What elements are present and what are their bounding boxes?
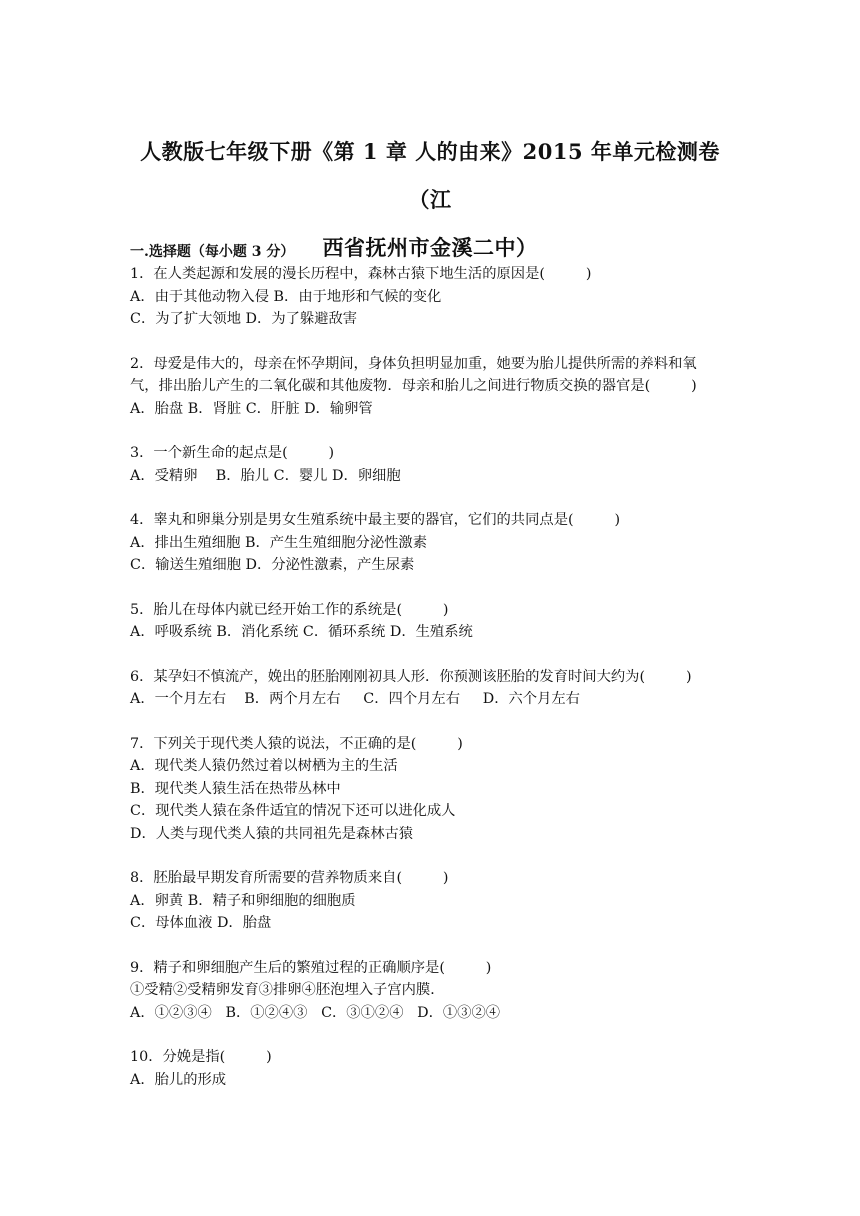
question-option: D．人类与现代类人猿的共同祖先是森林古猿 xyxy=(130,825,414,842)
question-option: A．呼吸系统 B．消化系统 C．循环系统 D．生殖系统 xyxy=(130,624,473,640)
question-stem: 1．在人类起源和发展的漫长历程中，森林古猿下地生活的原因是( ) xyxy=(130,266,592,282)
question-stem: 2．母爱是伟大的，母亲在怀孕期间，身体负担明显加重，她要为胎儿提供所需的养料和氧 xyxy=(130,355,697,372)
title-line-2: 西省抚州市金溪二中） xyxy=(322,235,538,260)
title-line-1: 人教版七年级下册《第 1 章 人的由来》2015 年单元检测卷（江 xyxy=(140,139,720,212)
question-option: A．受精卵 B．胎儿 C．婴儿 D．卵细胞 xyxy=(130,467,401,484)
question-stem: 7．下列关于现代类人猿的说法，不正确的是( ) xyxy=(130,735,463,752)
question-6 xyxy=(130,666,745,711)
question-9 xyxy=(130,957,745,1025)
question-4 xyxy=(130,509,745,577)
question-stem: 5．胎儿在母体内就已经开始工作的系统是( ) xyxy=(130,601,449,618)
question-7 xyxy=(130,733,745,846)
question-option: C．为了扩大领地 D．为了躲避敌害 xyxy=(130,311,358,327)
question-stem: 4．睾丸和卵巢分别是男女生殖系统中最主要的器官，它们的共同点是( ) xyxy=(130,512,621,528)
question-stem: 6．某孕妇不慎流产，娩出的胚胎刚刚初具人形．你预测该胚胎的发育时间大约为( ) xyxy=(130,668,692,685)
question-option: A．一个月左右 B．两个月左右 C．四个月左右 D．六个月左右 xyxy=(130,691,580,707)
section-heading: 一.选择题（每小题 3 分） xyxy=(130,244,295,260)
question-option: C．输送生殖细胞 D．分泌性激素，产生尿素 xyxy=(130,557,415,573)
question-option: A．排出生殖细胞 B．产生生殖细胞分泌性激素 xyxy=(130,534,428,551)
question-8 xyxy=(130,867,745,935)
question-option: C．母体血液 D．胎盘 xyxy=(130,915,272,931)
question-option: C．现代类人猿在条件适宜的情况下还可以进化成人 xyxy=(130,803,456,819)
question-1 xyxy=(130,263,745,331)
question-2 xyxy=(130,353,745,421)
question-option: A．由于其他动物入侵 B．由于地形和气候的变化 xyxy=(130,288,442,305)
question-stem: 10．分娩是指( ) xyxy=(130,1049,272,1065)
question-stem-continued: ①受精②受精卵发育③排卵④胚泡埋入子宫内膜． xyxy=(130,982,445,998)
question-stem: 3．一个新生命的起点是( ) xyxy=(130,445,335,461)
question-option: A．胎盘 B．肾脏 C．肝脏 D．输卵管 xyxy=(130,400,373,417)
question-3 xyxy=(130,442,745,487)
question-stem: 8．胚胎最早期发育所需要的营养物质来自( ) xyxy=(130,870,449,886)
question-option: A．现代类人猿仍然过着以树栖为主的生活 xyxy=(130,758,398,774)
question-5 xyxy=(130,599,745,644)
question-stem-continued: 气，排出胎儿产生的二氧化碳和其他废物．母亲和胎儿之间进行物质交换的器官是( ) xyxy=(130,378,697,394)
question-list xyxy=(130,263,745,1113)
question-10 xyxy=(130,1046,745,1091)
question-option: A．胎儿的形成 xyxy=(130,1071,227,1088)
question-option: B．现代类人猿生活在热带丛林中 xyxy=(130,780,341,797)
question-option: A．①②③④ B．①②④③ C．③①②④ D．①③②④ xyxy=(130,1004,501,1021)
question-option: A．卵黄 B．精子和卵细胞的细胞质 xyxy=(130,892,356,909)
question-stem: 9．精子和卵细胞产生后的繁殖过程的正确顺序是( ) xyxy=(130,959,492,976)
